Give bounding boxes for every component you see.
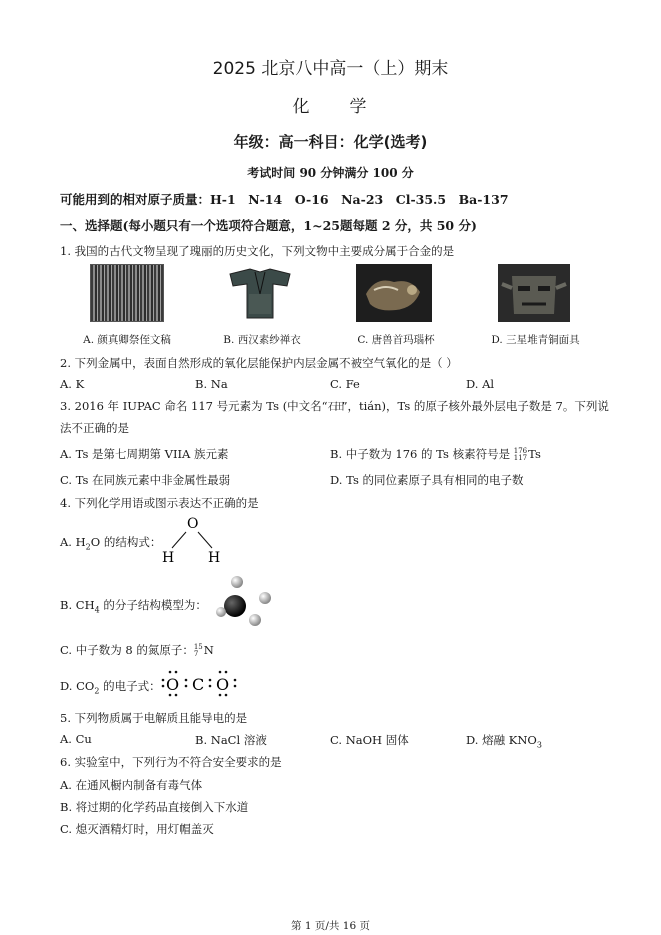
water-oxygen: O — [187, 516, 199, 532]
question-4-option-c[interactable]: C. 中子数为 8 的氮原子： 15 7 N — [60, 643, 214, 658]
question-6-option-c[interactable]: C. 熄灭酒精灯时，用灯帽盖灭 — [60, 822, 214, 836]
question-4-option-b[interactable]: B. $CH_4$ 的分子结构模型为： — [60, 598, 207, 615]
agate-cup-image — [356, 264, 432, 322]
svg-text:C: C — [192, 675, 205, 694]
nitrogen-isotope-notation: 15 7 — [193, 643, 203, 658]
ts-isotope-notation: 176 117 — [513, 447, 528, 462]
question-5-option-b[interactable]: B. NaCl 溶液 — [195, 733, 267, 747]
question-6-option-a[interactable]: A. 在通风橱内制备有毒气体 — [60, 778, 203, 792]
question-3-option-c[interactable]: C. Ts 在同族元素中非金属性最弱 — [60, 473, 231, 487]
subject-heading: 化 学 — [292, 97, 369, 117]
page-number: 第 1 页/共 16 页 — [291, 920, 370, 932]
question-5-stem: 5. 下列物质属于电解质且能导电的是 — [60, 711, 248, 725]
question-2-option-a[interactable]: A. K — [60, 377, 85, 391]
grade-subject: 年级：高一科目：化学(选考) — [233, 133, 428, 151]
question-2-stem: 2. 下列金属中，表面自然形成的氧化层能保护内层金属不被空气氧化的是（ ） — [60, 356, 458, 370]
question-2-option-c[interactable]: C. Fe — [330, 377, 360, 391]
co2-electron-formula — [160, 666, 240, 698]
section-heading: 一、选择题(每小题只有一个选项符合题意，1~25题每题 2 分，共 50 分) — [60, 218, 477, 233]
manuscript-image — [90, 264, 164, 322]
question-4-option-d[interactable]: D. $CO_2$ 的电子式： — [60, 679, 161, 696]
question-3-option-a[interactable]: A. Ts 是第七周期第 VIIA 族元素 — [60, 447, 229, 461]
question-1-stem: 1. 我国的古代文物呈现了瑰丽的历史文化，下列文物中主要成分属于合金的是 — [60, 244, 455, 258]
water-structure-diagram — [158, 514, 224, 566]
page-title: 2025 北京八中高一（上）期末 — [212, 59, 449, 79]
question-1-option-d[interactable]: D. 三星堆青铜面具 — [491, 334, 580, 346]
tian-character: 石田 — [327, 402, 342, 413]
question-3-stem-line2: 法不正确的是 — [60, 421, 129, 435]
question-4-stem: 4. 下列化学用语或图示表达不正确的是 — [60, 496, 259, 510]
svg-text:O: O — [216, 675, 230, 694]
question-3-option-d[interactable]: D. Ts 的同位素原子具有相同的电子数 — [330, 473, 524, 487]
question-5-option-d[interactable]: D. 熔融 $KNO_3$ — [466, 733, 542, 750]
atomic-masses: 可能用到的相对原子质量：H-1 N-14 O-16 Na-23 Cl-35.5 Ba-137 — [60, 192, 509, 207]
svg-text:O: O — [166, 675, 180, 694]
water-hydrogen-left: H — [162, 550, 175, 566]
question-6-stem: 6. 实验室中，下列行为不符合安全要求的是 — [60, 755, 282, 769]
question-2-option-b[interactable]: B. Na — [195, 377, 228, 391]
question-6-option-b[interactable]: B. 将过期的化学药品直接倒入下水道 — [60, 800, 249, 814]
question-5-option-a[interactable]: A. Cu — [60, 732, 92, 746]
robe-image — [225, 264, 295, 320]
question-5-option-c[interactable]: C. NaOH 固体 — [330, 733, 409, 747]
bronze-mask-image — [498, 264, 570, 322]
question-3-option-b[interactable]: B. 中子数为 176 的 Ts 核素符号是 176 117 Ts — [330, 447, 541, 462]
methane-ball-model — [215, 572, 277, 632]
question-1-option-b[interactable]: B. 西汉素纱禅衣 — [223, 334, 301, 346]
exam-time-score: 考试时间 90 分钟满分 100 分 — [247, 166, 414, 180]
water-hydrogen-right: H — [208, 550, 221, 566]
question-1-option-c[interactable]: C. 唐兽首玛瑙杯 — [357, 334, 435, 346]
question-3-stem: 3. 2016 年 IUPAC 命名 117 号元素为 Ts (中文名“石田”，tián)，Ts 的原子核外最外层电子数是 7。下列说 — [60, 399, 609, 413]
question-4-option-a[interactable]: A. $H_2O$ 的结构式： — [60, 535, 162, 552]
question-2-option-d[interactable]: D. Al — [466, 377, 495, 391]
question-1-option-a[interactable]: A. 颜真卿祭侄文稿 — [83, 334, 171, 346]
